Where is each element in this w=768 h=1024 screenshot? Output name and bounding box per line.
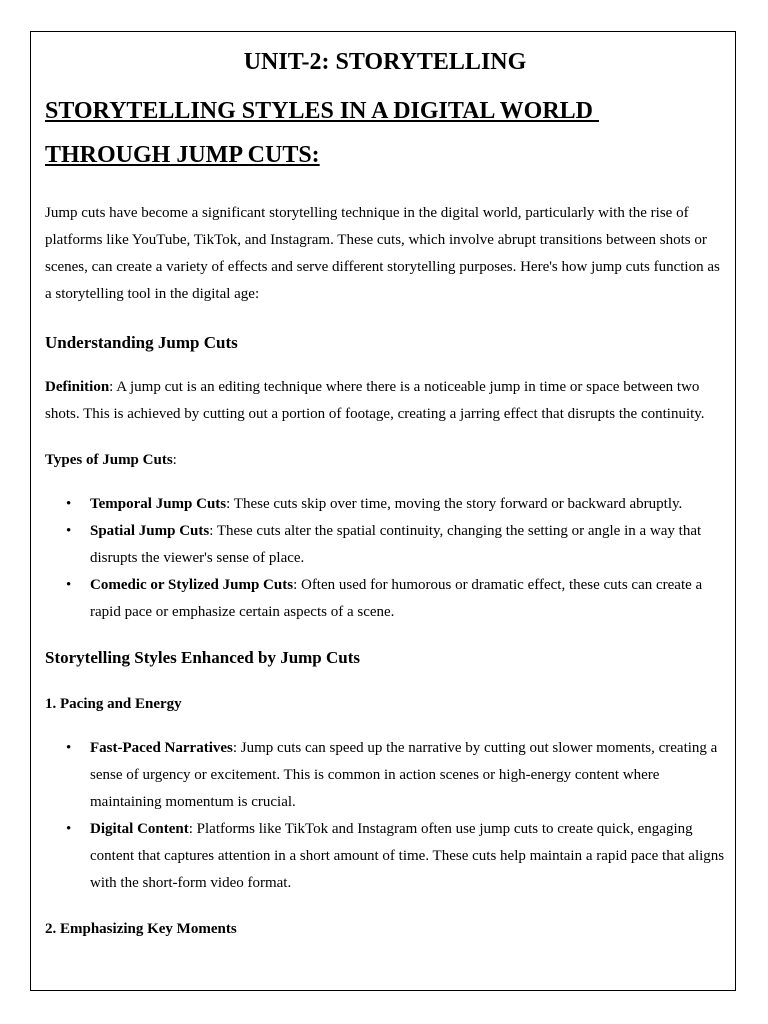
unit-title: UNIT-2: STORYTELLING [243, 49, 527, 75]
list-item [66, 816, 725, 897]
list-item-text: : Platforms like TikTok and Instagram often use jump cuts to create quick, engaging content that captures attention in a short amount of time. These cuts help maintain a rapid pace that aligns with the short-form video format. [90, 821, 725, 891]
list-item-text: : Often used for humorous or dramatic effect, these cuts can create a rapid pace or emphasize certain aspects of a scene. [90, 577, 703, 620]
section-heading-understanding: Understanding Jump Cuts [45, 333, 238, 352]
list-item [66, 572, 725, 626]
list-item-term: Temporal Jump Cuts [90, 496, 227, 512]
document-content [45, 45, 725, 943]
types-suffix: : [172, 452, 177, 468]
definition-label: Definition [45, 379, 110, 395]
list-item-term: Digital Content [90, 821, 189, 837]
intro-paragraph: Jump cuts have become a significant storytelling technique in the digital world, particularly with the rise of platforms like YouTube, TikTok, and Instagram. These cuts, which involve abrupt transitions between shots or scenes, can create a variety of effects and serve different storytelling purposes. Here's how jump cuts function as a storytelling tool in the digital age: [45, 205, 720, 302]
list-item [66, 735, 725, 816]
list-item-text: : Jump cuts can speed up the narrative by cutting out slower moments, creating a sense of urgency or excitement. This is common in action scenes or high-energy content where maintaining momentum is crucial. [90, 740, 718, 810]
list-item-text: : These cuts skip over time, moving the story forward or backward abruptly. [226, 496, 683, 512]
bullet-icon: • [66, 577, 72, 593]
sub-heading-emphasizing: 2. Emphasizing Key Moments [45, 921, 237, 937]
sub-heading-pacing: 1. Pacing and Energy [45, 696, 182, 712]
definition-text: : A jump cut is an editing technique where there is a noticeable jump in time or space between two shots. This is achieved by cutting out a portion of footage, creating a jarring effect that disrupts the continuity. [45, 379, 705, 422]
types-list [45, 491, 725, 626]
list-item-term: Fast-Paced Narratives [90, 740, 233, 756]
bullet-icon: • [66, 496, 72, 512]
bullet-icon: • [66, 821, 72, 837]
types-label-paragraph [45, 447, 725, 474]
bullet-icon: • [66, 740, 72, 756]
main-heading-line1: STORYTELLING STYLES IN A DIGITAL WORLD [45, 98, 594, 124]
list-item-term: Comedic or Stylized Jump Cuts [90, 577, 294, 593]
main-heading-line2: THROUGH JUMP CUTS: [45, 142, 320, 168]
pacing-list [45, 735, 725, 897]
types-label: Types of Jump Cuts [45, 452, 173, 468]
list-item-text: : These cuts alter the spatial continuity, changing the setting or angle in a way that disrupts the viewer's sense of place. [90, 523, 702, 566]
section-heading-styles: Storytelling Styles Enhanced by Jump Cuts [45, 648, 361, 667]
definition-paragraph [45, 374, 725, 428]
list-item [66, 518, 725, 572]
main-heading [45, 89, 725, 177]
list-item-term: Spatial Jump Cuts [90, 523, 210, 539]
list-item [66, 491, 725, 518]
bullet-icon: • [66, 523, 72, 539]
